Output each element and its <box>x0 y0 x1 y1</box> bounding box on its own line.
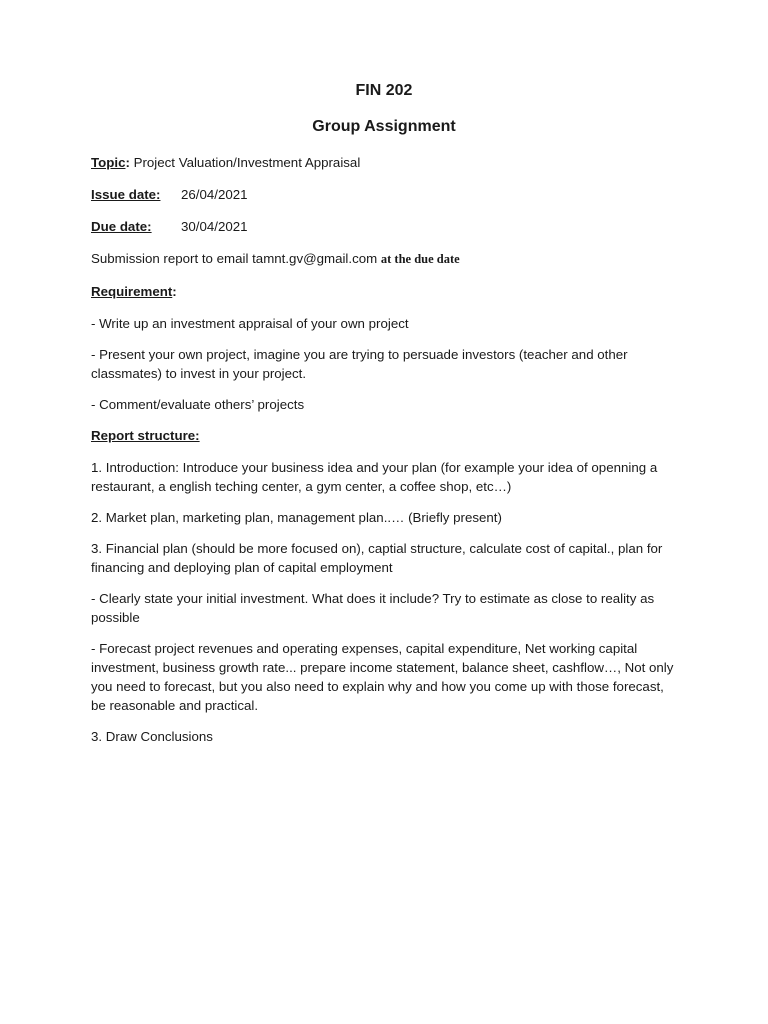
course-code: FIN 202 <box>355 82 413 99</box>
requirement-item: - Present your own project, imagine you are trying to persuade investors (teacher and other classmates) to invest in your project. <box>91 347 628 381</box>
issue-date-line <box>91 185 676 204</box>
report-structure-item: 1. Introduction: Introduce your business idea and your plan (for example your idea of openning a restaurant, a english teching center, a gym center, a coffee shop, etc…) <box>91 460 658 494</box>
report-structure-item: - Forecast project revenues and operating expenses, capital expenditure, Net working capital investment, business growth rate... prepare income statement, balance sheet, cashflow…, Not only you need to forecast, but you also need to explain why and how you come up with those forecast, be reasonable and practical. <box>91 641 674 713</box>
issue-date-label: Issue date: <box>91 187 161 202</box>
report-structure-item: - Clearly state your initial investment. What does it include? Try to estimate as close to reality as possible <box>91 591 655 625</box>
requirement-item: - Comment/evaluate others’ projects <box>91 397 305 412</box>
due-date-value: 30/04/2021 <box>181 219 248 234</box>
submission-line <box>91 249 676 269</box>
requirement-label: Requirement <box>91 284 173 299</box>
due-date-label: Due date: <box>91 219 152 234</box>
topic-label: Topic <box>91 155 126 170</box>
due-date-line <box>91 217 676 236</box>
report-structure-item: 3. Draw Conclusions <box>91 729 213 744</box>
report-structure-item: 2. Market plan, marketing plan, management plan..… (Briefly present) <box>91 510 502 525</box>
topic-line <box>91 153 676 172</box>
requirement-heading <box>91 282 676 301</box>
submission-emphasis: at the due date <box>380 252 460 266</box>
document-body <box>91 153 676 758</box>
topic-value: Project Valuation/Investment Appraisal <box>129 155 361 170</box>
issue-date-value: 26/04/2021 <box>181 187 248 202</box>
submission-text: Submission report to email tamnt.gv@gmail.com <box>91 251 381 266</box>
report-structure-item: 3. Financial plan (should be more focused on), captial structure, calculate cost of capital., plan for financing and deploying plan of capital employment <box>91 541 663 575</box>
report-structure-heading: Report structure: <box>91 428 200 443</box>
requirement-item: - Write up an investment appraisal of your own project <box>91 316 409 331</box>
page-title: Group Assignment <box>312 118 456 135</box>
topic-label-colon: : <box>125 155 130 170</box>
requirement-colon: : <box>172 284 177 299</box>
